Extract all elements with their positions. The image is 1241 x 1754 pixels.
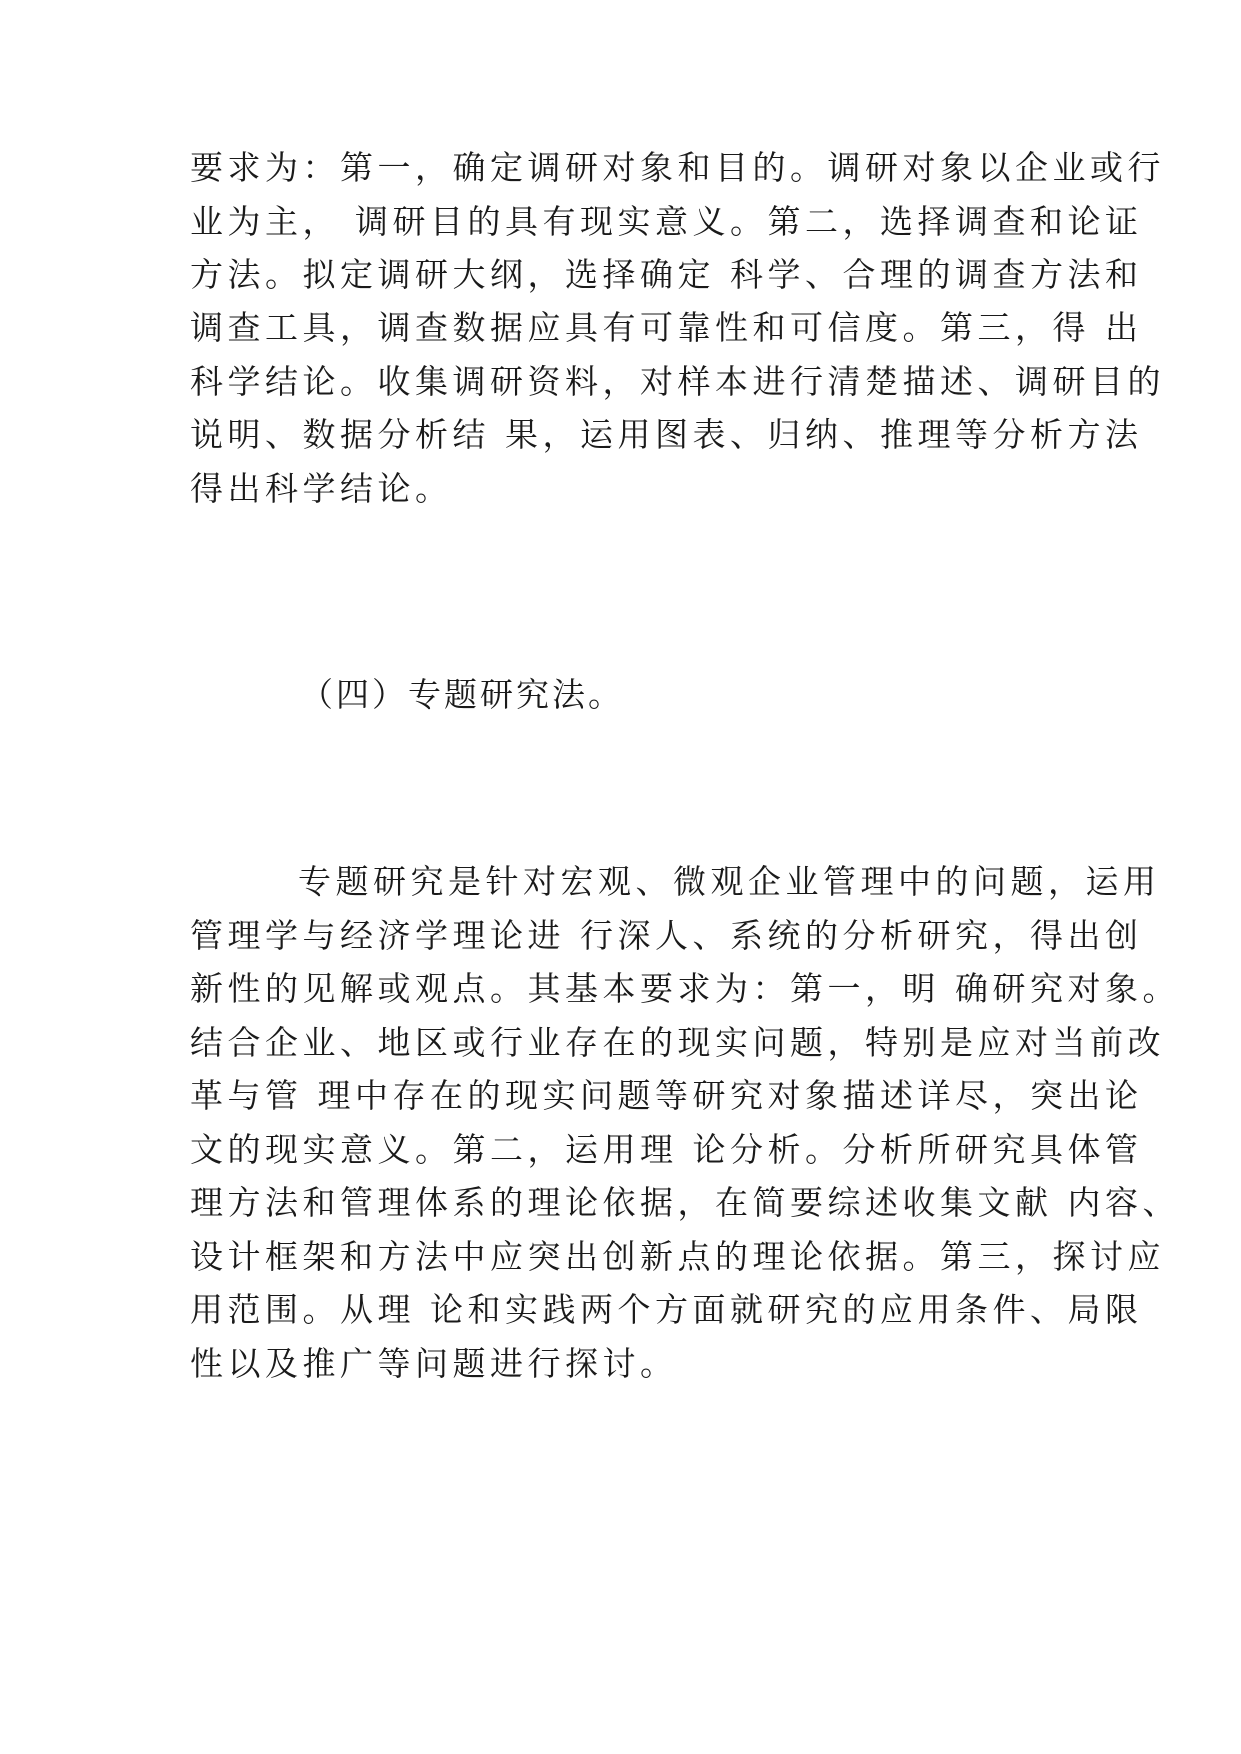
text-line: 管理学与经济学理论进 行深人、系统的分析研究，得出创 <box>190 916 1143 955</box>
text-line: 科学结论。收集调研资料，对样本进行清楚描述、调研目的 <box>190 362 1165 401</box>
text-line: 专题研究是针对宏观、微观企业管理中的问题，运用 <box>298 862 1161 901</box>
text-line: 设计框架和方法中应突出创新点的理论依据。第三，探讨应 <box>190 1237 1165 1276</box>
text-line: 说明、数据分析结 果，运用图表、归纳、推理等分析方法 <box>190 415 1143 454</box>
text-line: 革与管 理中存在的现实问题等研究对象描述详尽，突出论 <box>190 1076 1143 1115</box>
text-line: 文的现实意义。第二，运用理 论分析。分析所研究具体管 <box>190 1130 1143 1169</box>
text-line: 调查工具，调查数据应具有可靠性和可信度。第三，得 出 <box>190 308 1143 347</box>
text-line: 方法。拟定调研大纲，选择确定 科学、合理的调查方法和 <box>190 255 1143 294</box>
text-line: 理方法和管理体系的理论依据，在简要综述收集文献 内容、 <box>190 1183 1180 1222</box>
text-line: 性以及推广等问题进行探讨。 <box>190 1344 678 1383</box>
text-line: 要求为：第一，确定调研对象和目的。调研对象以企业或行 <box>190 148 1165 187</box>
section-heading: （四）专题研究法。 <box>300 675 624 714</box>
text-line: 新性的见解或观点。其基本要求为：第一，明 确研究对象。 <box>190 969 1180 1008</box>
text-line: 用范围。从理 论和实践两个方面就研究的应用条件、局限 <box>190 1290 1143 1329</box>
text-line: 结合企业、地区或行业存在的现实问题，特别是应对当前改 <box>190 1023 1165 1062</box>
text-line: 业为主， 调研目的具有现实意义。第二，选择调查和论证 <box>190 202 1143 241</box>
text-line: 得出科学结论。 <box>190 469 453 508</box>
